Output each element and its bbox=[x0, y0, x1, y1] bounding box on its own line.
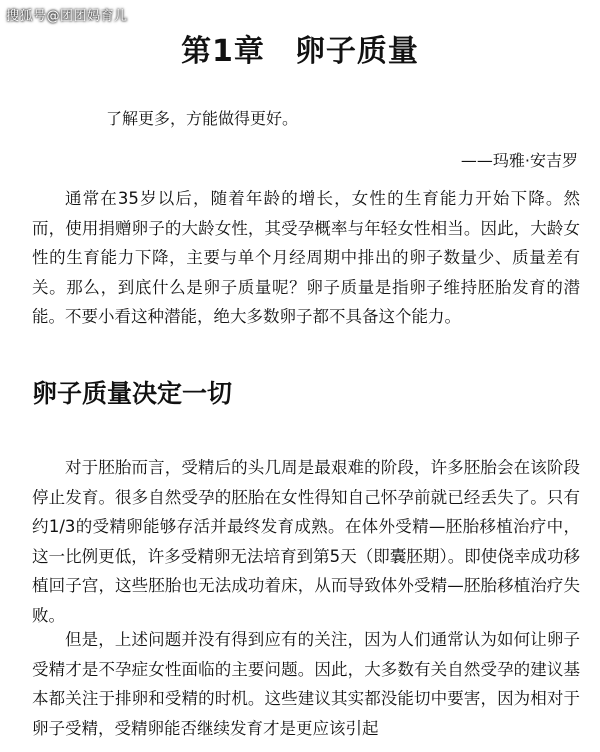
epigraph-attribution: ——玛雅·安吉罗 bbox=[460, 151, 578, 170]
epigraph-quote: 了解更多，方能做得更好。 bbox=[106, 109, 299, 128]
chapter-number: 第1章 bbox=[181, 34, 265, 69]
section-paragraph-1: 对于胚胎而言，受精后的头几周是最艰难的阶段，许多胚胎会在该阶段停止发育。很多自然受孕的胚胎在女性得知自己怀孕前就已经丢失了。只有约1/3的受精卵能够存活并最终发育成熟。在体外受精—胚胎移植治疗中，这一比例更低，许多受精卵无法培育到第5天（即囊胚期）。即使侥幸成功移植回子宫，这些胚胎也无法成功着床，从而导致体外受精—胚胎移植治疗失败。 bbox=[32, 458, 580, 625]
section-paragraph-2: 但是，上述问题并没有得到应有的关注，因为人们通常认为如何让卵子受精才是不孕症女性面临的主要问题。因此，大多数有关自然受孕的建议基本都关注于排卵和受精的时机。这些建议其实都没能切中要害，因为相对于卵子受精，受精卵能否继续发育才是更应该引起 bbox=[32, 630, 580, 738]
intro-paragraph: 通常在35岁以后，随着年龄的增长，女性的生育能力开始下降。然而，使用捐赠卵子的大龄女性，其受孕概率与年轻女性相当。因此，大龄女性的生育能力下降，主要与单个月经周期中排出的卵子数量少、质量差有关。那么，到底什么是卵子质量呢？卵子质量是指卵子维持胚胎发育的潜能。不要小看这种潜能，绝大多数卵子都不具备这个能力。 bbox=[32, 189, 580, 326]
watermark-text: 搜狐号@团团妈育儿 bbox=[6, 9, 128, 24]
section-heading: 卵子质量决定一切 bbox=[32, 379, 233, 408]
chapter-title bbox=[0, 26, 600, 70]
chapter-name: 卵子质量 bbox=[294, 34, 419, 69]
